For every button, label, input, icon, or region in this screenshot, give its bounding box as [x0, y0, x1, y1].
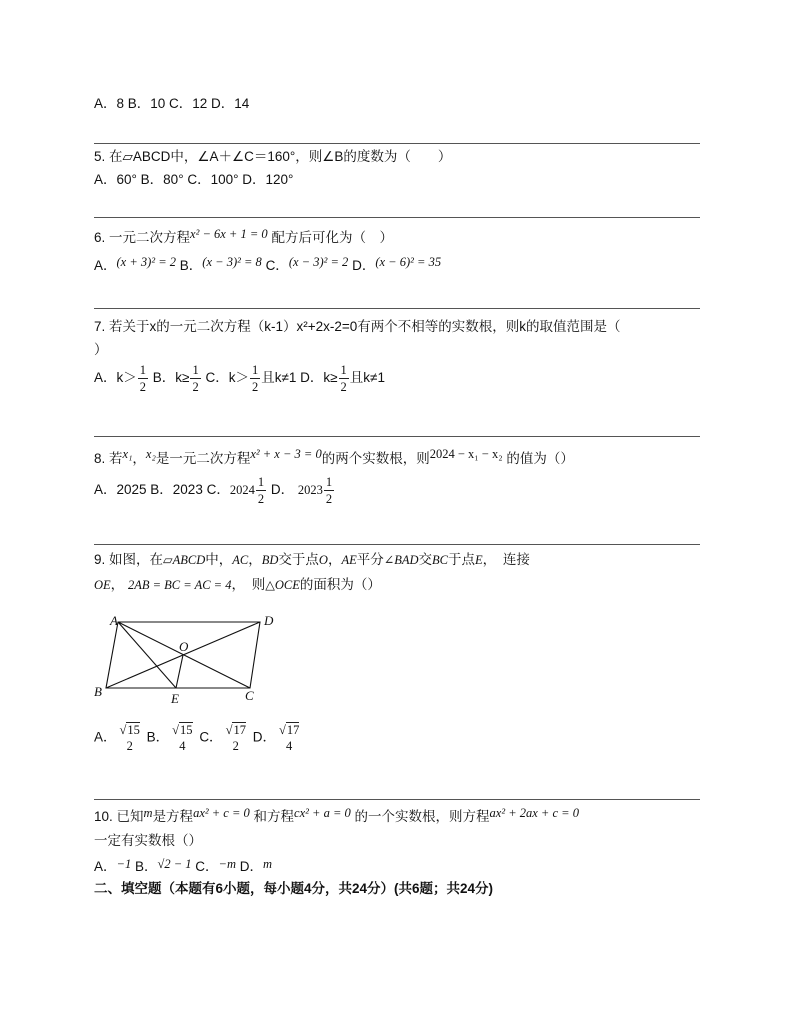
q6-opt-b-label: B． [179, 258, 203, 273]
label-d: D [264, 613, 274, 628]
label-e: E [171, 691, 179, 706]
q6-opt-c-label: C． [265, 258, 289, 273]
q8-comma: ， [132, 451, 146, 466]
q8-stem-b: 的两个实数根，则 [321, 451, 430, 466]
q6-number: 6. [94, 230, 106, 245]
q9-opt-b: √15 4 [172, 723, 193, 753]
divider [94, 544, 700, 545]
q5-options: A．60° B．80° C．100° D．120° [94, 172, 294, 187]
divider [94, 436, 700, 437]
label-c: C [245, 688, 254, 703]
q6-options [94, 257, 441, 275]
divider [94, 308, 700, 309]
q9-opt-a: √15 2 [119, 723, 140, 753]
q7-opt-c-label: C．k＞ [205, 370, 249, 386]
q7-stem-line2: ） [94, 342, 108, 357]
q9-opt-a-label: A． [94, 729, 117, 745]
q9-opt-c-label: C． [199, 729, 223, 745]
q9-options [94, 722, 302, 754]
q7-options [94, 362, 385, 395]
q7-fraction-b: $\frac{1}{2}$ [192, 363, 199, 394]
q6-opt-a-label: A． [94, 258, 117, 273]
q8-number: 8. 若 [94, 451, 123, 466]
q9-stem-line1: 9. 如图，在▱ABCD中，AC，BD交于点O，AE平分∠BAD交BC于点E， 连接 [94, 552, 530, 567]
q6-stem-a: 一元二次方程 [109, 230, 191, 245]
q9-parallelogram: ▱ABCD [163, 553, 206, 567]
divider [94, 217, 700, 218]
q9-parallelogram-figure [90, 610, 290, 710]
q6-opt-d-label: D． [352, 258, 376, 273]
q6-opt-d: (x − 6)² = 35 [375, 255, 442, 269]
q7-opt-a-label: A．k＞ [94, 370, 137, 386]
segment-ae [118, 622, 176, 688]
q9-opt-b-label: B． [146, 729, 170, 745]
segment-oe [176, 655, 183, 688]
q9-number: 9. 如图，在 [94, 552, 164, 567]
label-a: A [110, 613, 118, 628]
q9-opt-d: √17 4 [278, 723, 300, 753]
q8-expression: 2024 − x₁ − x₂ [429, 447, 503, 461]
q6-opt-b: (x − 3)² = 8 [202, 255, 262, 269]
q7-opt-b-label: B．k≥ [152, 370, 190, 386]
q8-x2: x₂ [145, 447, 156, 461]
q7-opt-d-tail: 且k≠1 [349, 370, 385, 386]
q10-stem-line2: 一定有实数根（） [94, 833, 202, 848]
q10-stem-line1: 10. 已知m是方程ax² + c = 0 和方程cx² + a = 0 的一个实数根，则方程ax² + 2ax + c = 0 [94, 806, 579, 824]
q7-fraction-c: $\frac{1}{2}$ [251, 363, 259, 394]
q8-fraction-d: $\frac{1}{2}$ [325, 475, 333, 506]
label-b: B [94, 684, 102, 699]
q8-opt-c-whole: 2024 [229, 483, 255, 498]
q6-opt-a: (x + 3)² = 2 [116, 255, 177, 269]
q8-opt-d-label: D． [270, 482, 295, 498]
q8-opt-d-whole: 2023 [297, 483, 323, 498]
q6-stem [94, 229, 393, 247]
q8-stem [94, 447, 574, 468]
q9-stem-line2: OE， 2AB = BC = AC = 4， 则△OCE的面积为（） [94, 577, 381, 592]
q7-opt-c-tail: 且k≠1 D．k≥ [261, 370, 338, 386]
q4-options: A．8 B．10 C．12 D．14 [94, 96, 250, 111]
q7-fraction-a: $\frac{1}{2}$ [139, 363, 147, 394]
q8-options [94, 474, 335, 507]
q8-options-ab: A．2025 B．2023 C． [94, 482, 230, 498]
q9-opt-c: √17 2 [225, 723, 246, 753]
q10-options: A．−1 B．√2 − 1 C．−m D．m [94, 857, 273, 874]
q8-stem-c: 的值为（） [506, 451, 574, 466]
q7-fraction-d: $\frac{1}{2}$ [340, 363, 347, 394]
q6-equation: x² − 6x + 1 = 0 [190, 227, 268, 241]
q8-stem-a: 是一元二次方程 [155, 451, 251, 466]
q6-opt-c: (x − 3)² = 2 [288, 255, 349, 269]
divider [94, 799, 700, 800]
q9-condition: 2AB = BC = AC = 4 [127, 578, 232, 592]
q5-stem: 5. 在▱ABCD中，∠A＋∠C＝160°，则∠B的度数为（ ） [94, 149, 452, 164]
q8-fraction-c: $\frac{1}{2}$ [257, 475, 265, 506]
q10-number: 10. 已知 [94, 809, 144, 824]
q7-stem-line1: 7. 若关于x的一元二次方程（k-1）x²+2x-2=0有两个不相等的实数根，则k的取值范围是（ [94, 319, 621, 334]
divider [94, 143, 700, 144]
section-2-heading: 二、填空题（本题有6小题，每小题4分，共24分）(共6题；共24分) [94, 881, 494, 896]
q8-x1: x₁ [122, 447, 133, 461]
q6-stem-b: 配方后可化为（ ） [271, 230, 393, 245]
q9-opt-d-label: D． [252, 729, 276, 745]
label-o: O [179, 639, 189, 654]
q8-equation: x² + x − 3 = 0 [250, 447, 322, 461]
